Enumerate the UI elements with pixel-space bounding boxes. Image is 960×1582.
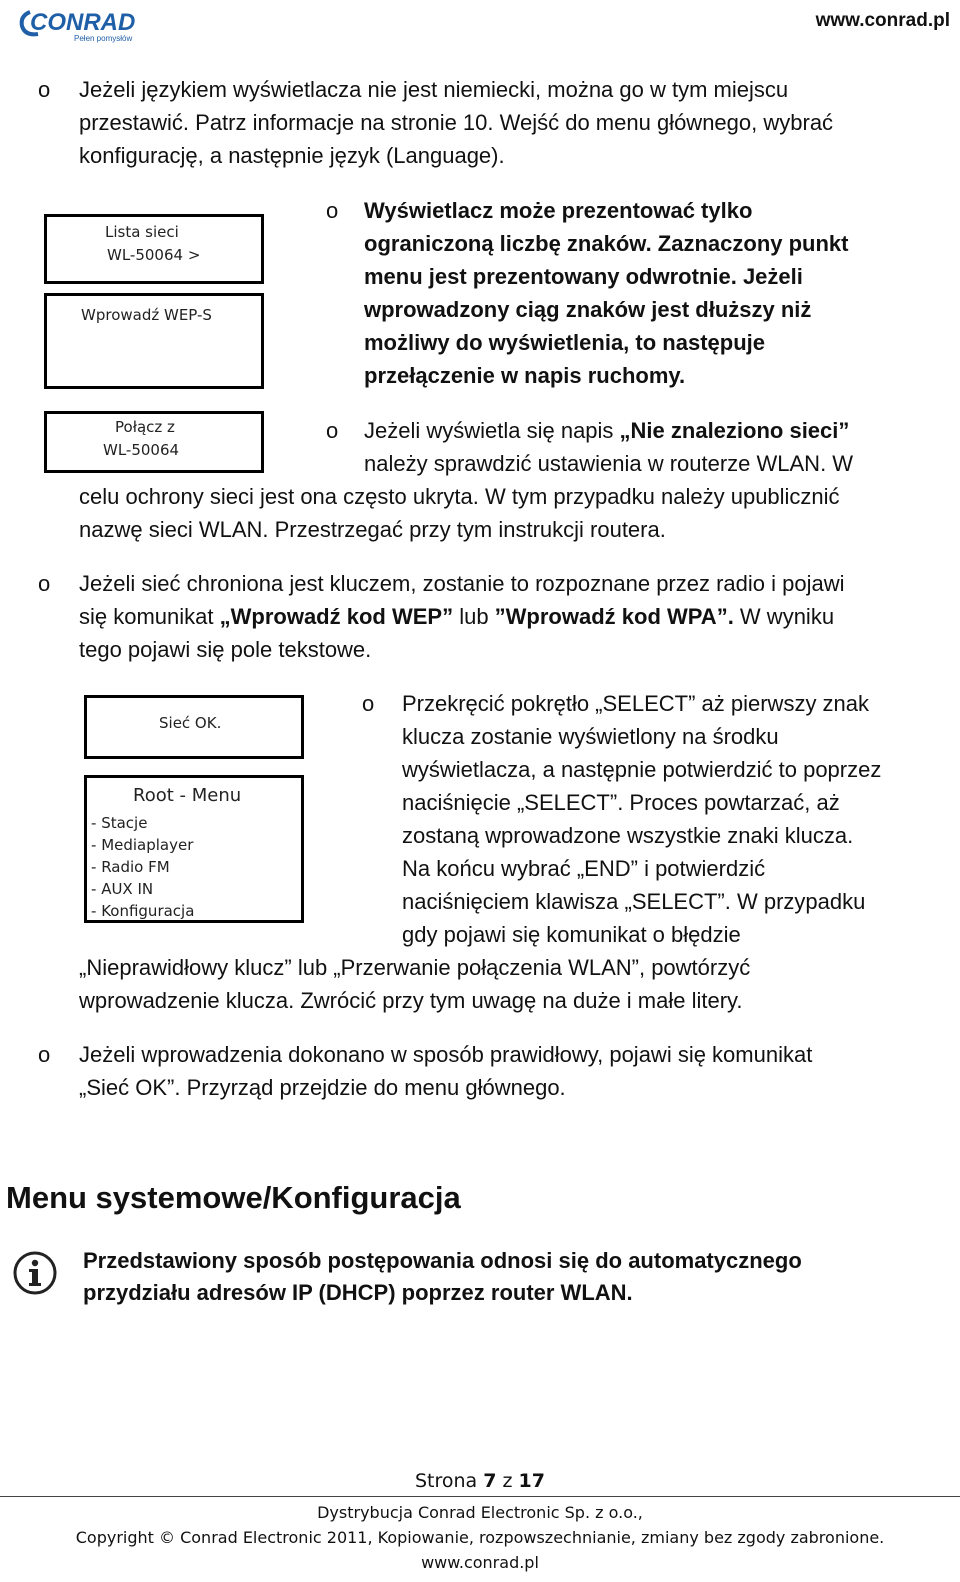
bullet: o	[362, 691, 375, 716]
para5-line: klucza zostanie wyświetlony na środku	[402, 724, 779, 749]
para3-line: nazwę sieci WLAN. Przestrzegać przy tym instrukcji routera.	[79, 517, 666, 542]
para3-line: Jeżeli wyświetla się napis „Nie znaleziono sieci”	[364, 418, 850, 443]
lcd-menu-item: - Stacje	[91, 814, 148, 832]
bullet: o	[326, 198, 339, 223]
para4-line: Jeżeli sieć chroniona jest kluczem, zostanie to rozpoznane przez radio i pojawi	[79, 571, 845, 596]
para5-line: Na końcu wybrać „END” i potwierdzić	[402, 856, 766, 881]
page-number: Strona 7 z 17	[414, 1470, 545, 1492]
para4-line: się komunikat „Wprowadź kod WEP” lub ”Wprowadź kod WPA”. W wyniku	[79, 604, 835, 629]
lcd-line: WL-50064 >	[107, 246, 201, 264]
lcd-menu-item: - Mediaplayer	[91, 836, 194, 854]
footer-distributor: Dystrybucja Conrad Electronic Sp. z o.o.,	[317, 1503, 643, 1522]
footer-url: www.conrad.pl	[421, 1553, 539, 1572]
para3-line: celu ochrony sieci jest ona często ukryta. W tym przypadku należy upublicznić	[79, 484, 840, 509]
footer-copyright: Copyright © Conrad Electronic 2011, Kopiowanie, rozpowszechnianie, zmiany bez zgody zabronione.	[75, 1528, 885, 1547]
lcd-root-menu	[84, 775, 304, 923]
para3-line: należy sprawdzić ustawienia w routerze WLAN. W	[364, 451, 854, 476]
para5-line: Przekręcić pokrętło „SELECT” aż pierwszy znak	[402, 691, 870, 716]
bullet: o	[38, 77, 51, 102]
footer	[0, 1500, 960, 1575]
lcd-line: Połącz z	[115, 418, 175, 436]
lcd-menu-item: - Radio FM	[91, 858, 170, 876]
para5-line: wyświetlacza, a następnie potwierdzić to poprzez	[402, 757, 882, 782]
section-heading: Menu systemowe/Konfiguracja	[6, 1180, 461, 1215]
para2-line: wprowadzony ciąg znaków jest dłuższy niż	[364, 297, 812, 322]
lcd-connect-to	[44, 411, 264, 473]
lcd-line: WL-50064	[103, 441, 180, 459]
para5-line: naciśnięciem klawisza „SELECT”. W przypadku	[402, 889, 866, 914]
lcd-network-list	[44, 214, 264, 284]
header-site-url: www.conrad.pl	[815, 10, 950, 31]
lcd-menu-item: - Konfiguracja	[91, 902, 195, 920]
para2-line: Wyświetlacz może prezentować tylko	[364, 198, 753, 223]
para5-line: gdy pojawi się komunikat o błędzie	[402, 922, 741, 947]
lcd-enter-wep	[44, 293, 264, 389]
para6-line: „Sieć OK”. Przyrząd przejdzie do menu głównego.	[79, 1075, 566, 1100]
para2-line: ograniczoną liczbę znaków. Zaznaczony punkt	[364, 231, 849, 256]
lcd-line: Sieć OK.	[159, 714, 222, 732]
para1-line: konfigurację, a następnie język (Language).	[79, 143, 505, 168]
para5-line: zostaną wprowadzone wszystkie znaki klucza.	[402, 823, 854, 848]
info-line: Przedstawiony sposób postępowania odnosi się do automatycznego	[83, 1248, 802, 1273]
footer-divider	[0, 1496, 960, 1497]
para4-line: tego pojawi się pole tekstowe.	[79, 637, 372, 662]
para1-line: przestawić. Patrz informacje na stronie 10. Wejść do menu głównego, wybrać	[79, 110, 834, 135]
para5-line: wprowadzenie klucza. Zwrócić przy tym uwagę na duże i małe litery.	[79, 988, 743, 1013]
svg-text:Pełen pomysłów: Pełen pomysłów	[74, 34, 133, 43]
para2-line: możliwy do wyświetlenia, to następuje	[364, 330, 765, 355]
para1-line: Jeżeli językiem wyświetlacza nie jest niemiecki, można go w tym miejscu	[79, 77, 789, 102]
para6-line: Jeżeli wprowadzenia dokonano w sposób prawidłowy, pojawi się komunikat	[79, 1042, 813, 1067]
info-line: przydziału adresów IP (DHCP) poprzez router WLAN.	[83, 1280, 633, 1305]
bullet: o	[326, 418, 339, 443]
lcd-line: Wprowadź WEP-S	[81, 306, 212, 324]
bullet: o	[38, 571, 51, 596]
para2-line: przełączenie w napis ruchomy.	[364, 363, 686, 388]
lcd-menu-item: - AUX IN	[91, 880, 154, 898]
info-icon	[12, 1250, 58, 1301]
bullet: o	[38, 1042, 51, 1067]
lcd-menu-title: Root - Menu	[133, 785, 242, 806]
lcd-line: Lista sieci	[105, 223, 179, 241]
para5-line: naciśnięcie „SELECT”. Proces powtarzać, aż	[402, 790, 840, 815]
para5-line: „Nieprawidłowy klucz” lub „Przerwanie połączenia WLAN”, powtórzyć	[79, 955, 751, 980]
svg-text:CONRAD: CONRAD	[30, 9, 136, 36]
para2-line: menu jest prezentowany odwrotnie. Jeżeli	[364, 264, 803, 289]
conrad-logo	[18, 4, 148, 49]
lcd-network-ok	[84, 695, 304, 759]
